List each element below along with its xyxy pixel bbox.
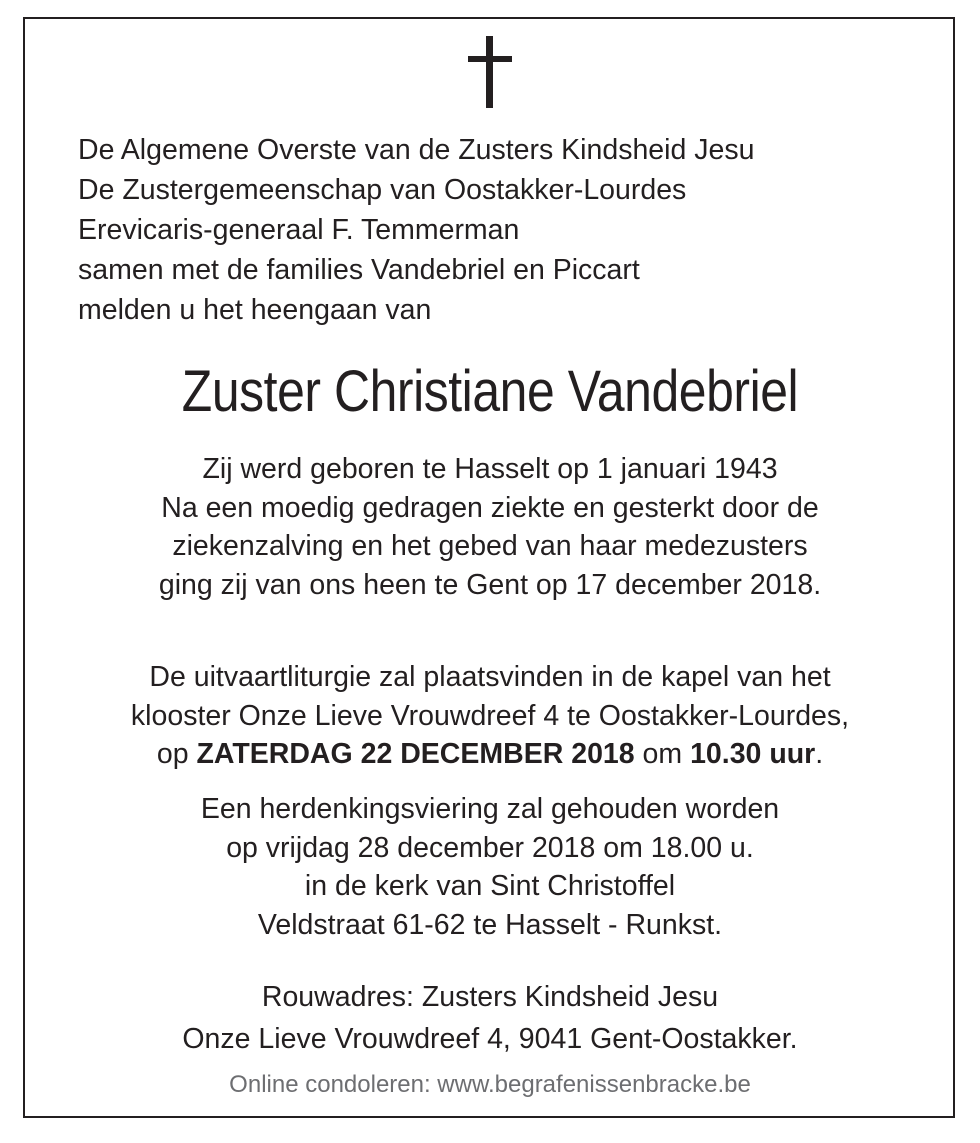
bio-line: Na een moedig gedragen ziekte en gesterkt door de	[161, 491, 819, 524]
funeral-prefix: op	[156, 738, 197, 770]
funeral-mid: om	[634, 738, 691, 770]
cross-icon	[468, 36, 512, 108]
memorial-block	[0, 790, 980, 944]
online-condolence: Online condoleren: www.begrafenissenbracke.be	[229, 1071, 751, 1098]
announcers-block	[78, 130, 754, 330]
announcer-line: samen met de families Vandebriel en Piccart	[78, 254, 640, 286]
funeral-time: 10.30 uur	[690, 738, 816, 770]
memorial-line: op vrijdag 28 december 2018 om 18.00 u.	[226, 831, 754, 864]
announcer-line: melden u het heengaan van	[78, 294, 432, 326]
address-line: Onze Lieve Vrouwdreef 4, 9041 Gent-Oostakker.	[182, 1023, 798, 1055]
funeral-datetime-line	[0, 735, 980, 774]
funeral-block	[0, 658, 980, 774]
funeral-line: klooster Onze Lieve Vrouwdreef 4 te Oostakker-Lourdes,	[130, 699, 850, 732]
funeral-line: De uitvaartliturgie zal plaatsvinden in de kapel van het	[149, 661, 831, 693]
bio-block	[0, 450, 980, 604]
memorial-line: in de kerk van Sint Christoffel	[304, 870, 676, 902]
announcer-line: De Algemene Overste van de Zusters Kindsheid Jesu	[78, 134, 755, 166]
memorial-line: Veldstraat 61-62 te Hasselt - Runkst.	[257, 908, 723, 941]
bio-line: Zij werd geboren te Hasselt op 1 januari 1943	[202, 453, 778, 485]
address-line: Rouwadres: Zusters Kindsheid Jesu	[261, 981, 719, 1013]
announcer-line: De Zustergemeenschap van Oostakker-Lourdes	[78, 174, 687, 206]
memorial-line: Een herdenkingsviering zal gehouden worden	[200, 793, 780, 825]
mourning-address	[0, 976, 980, 1060]
bio-line: ging zij van ons heen te Gent op 17 december 2018.	[158, 568, 822, 601]
funeral-suffix: .	[815, 738, 824, 770]
deceased-name: Zuster Christiane Vandebriel	[181, 359, 799, 424]
bio-line: ziekenzalving en het gebed van haar medezusters	[172, 530, 808, 562]
announcer-line: Erevicaris-generaal F. Temmerman	[78, 214, 520, 246]
funeral-date: ZATERDAG 22 DECEMBER 2018	[196, 738, 635, 770]
